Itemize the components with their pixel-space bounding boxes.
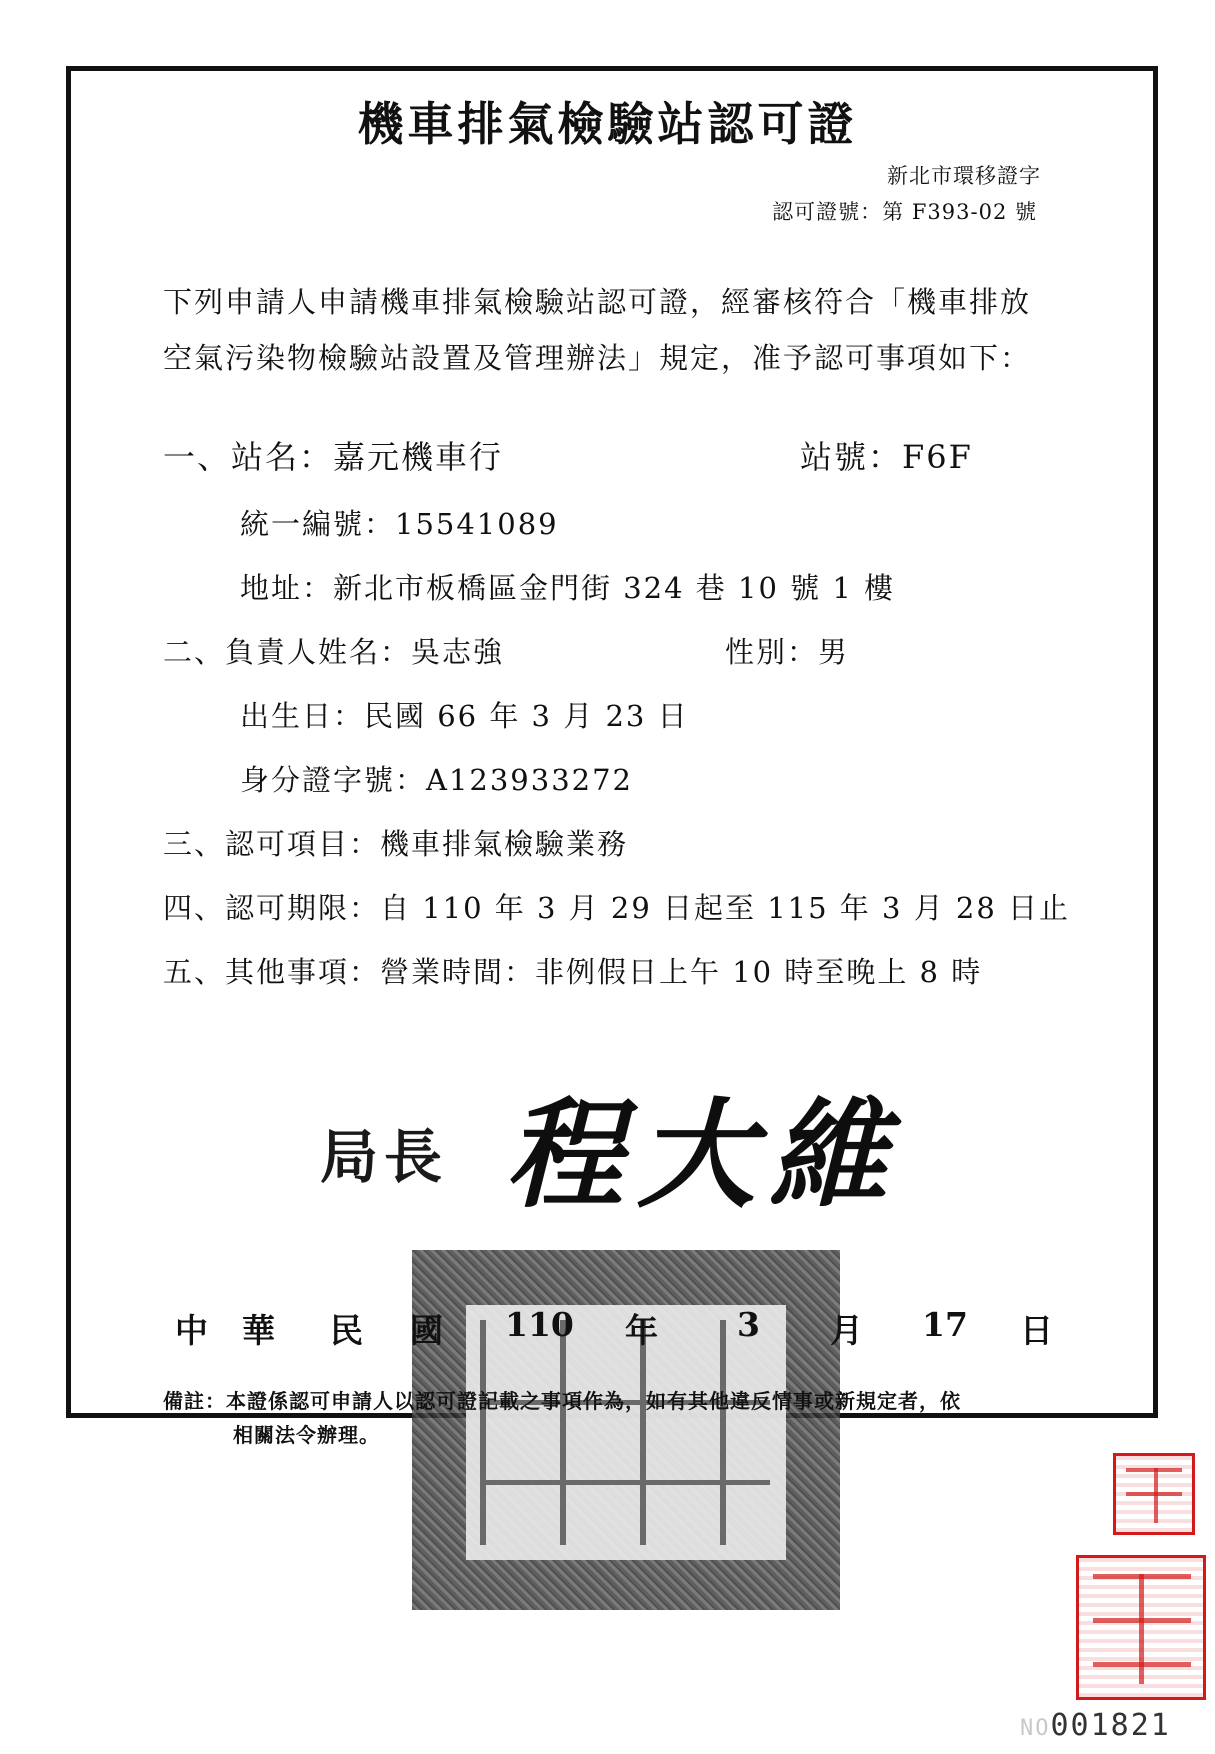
intro-line-2: 空氣污染物檢驗站設置及管理辦法」規定，准予認可事項如下： [163, 341, 1032, 375]
signature-name: 程大維 [505, 1085, 902, 1224]
serial-number [1020, 1708, 1171, 1743]
date-char: 中 [175, 1311, 208, 1350]
owner-gender: 性別：男 [725, 635, 850, 669]
id-number: 身分證字號：A123933272 [240, 763, 633, 797]
station-name: 一、站名：嘉元機車行 [163, 438, 504, 476]
document-word: 新北市環移證字 [887, 164, 1041, 188]
date-char: 民 [330, 1311, 363, 1350]
seal-stroke [480, 1320, 486, 1545]
date-year-unit: 年 [625, 1311, 658, 1350]
date-month-unit: 月 [830, 1311, 863, 1350]
issue-date [175, 1305, 1055, 1350]
seal-stroke [560, 1320, 566, 1545]
date-year: 110 [505, 1305, 574, 1344]
red-seal-stamp-large [1076, 1555, 1206, 1700]
serial-digits: 001821 [1050, 1708, 1171, 1743]
red-seal-stamp-small [1113, 1453, 1195, 1535]
stamp-stroke [1139, 1574, 1144, 1684]
date-char: 華 [242, 1311, 275, 1350]
stamp-stroke [1154, 1468, 1158, 1523]
seal-stroke [640, 1320, 646, 1545]
serial-prefix: NO [1020, 1716, 1051, 1741]
intro-line-1: 下列申請人申請機車排氣檢驗站認可證，經審核符合「機車排放 [163, 285, 1032, 319]
other-matters: 五、其他事項：營業時間：非例假日上午 10 時至晚上 8 時 [163, 955, 983, 989]
owner-name: 二、負責人姓名：吳志強 [163, 635, 505, 669]
document-title: 機車排氣檢驗站認可證 [357, 97, 858, 151]
seal-stroke [720, 1320, 726, 1545]
remark-line-2: 相關法令辦理。 [233, 1423, 380, 1447]
seal-stroke [480, 1480, 770, 1485]
signature-title: 局長 [320, 1123, 449, 1191]
tax-id: 統一編號：15541089 [240, 507, 559, 541]
address: 地址：新北市板橋區金門街 324 巷 10 號 1 樓 [240, 571, 896, 605]
date-day-unit: 日 [1020, 1311, 1053, 1350]
date-month: 3 [737, 1305, 760, 1344]
date-char: 國 [410, 1311, 443, 1350]
date-day: 17 [922, 1305, 968, 1344]
approval-scope: 三、認可項目：機車排氣檢驗業務 [163, 827, 629, 861]
station-number: 站號：F6F [800, 438, 973, 476]
certificate-number: 認可證號：第 F393-02 號 [772, 200, 1037, 224]
approval-period: 四、認可期限：自 110 年 3 月 29 日起至 115 年 3 月 28 日止 [163, 891, 1071, 925]
remark-line-1: 備註：本證係認可申請人以認可證記載之事項作為，如有其他違反情事或新規定者，依 [163, 1389, 961, 1413]
birth-date: 出生日：民國 66 年 3 月 23 日 [240, 699, 689, 733]
